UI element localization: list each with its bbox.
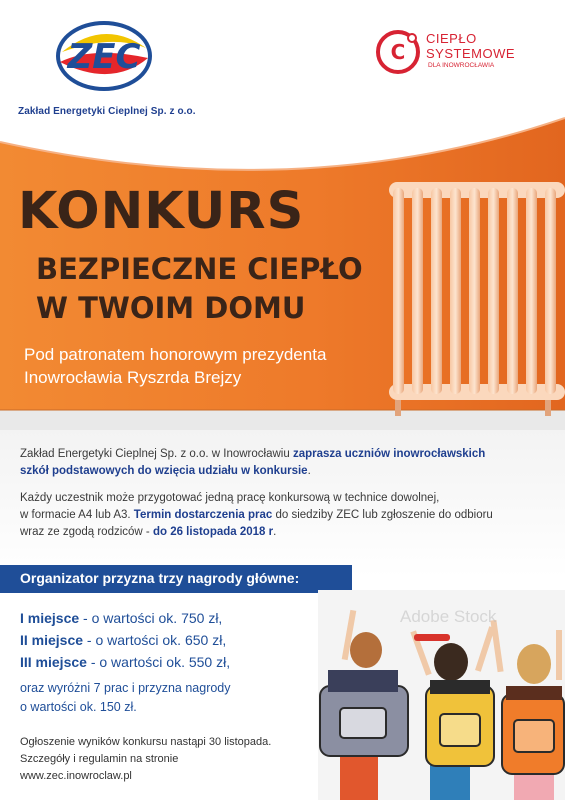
cieplo-systemowe-logo-icon (374, 28, 422, 76)
zec-logo (52, 18, 156, 96)
details-text: Szczegóły i regulamin na stronie (20, 753, 179, 765)
company-name: Zakład Energetyki Cieplnej Sp. z o.o. (18, 106, 196, 117)
patronage-line1: Pod patronatem honorowym prezydenta (24, 345, 327, 364)
patronage-line2: Inowrocławia Ryszrda Brejzy (24, 368, 242, 387)
cieplo-logo-line3: DLA INOWROCŁAWIA (428, 62, 495, 69)
intro-line1-plain: Zakład Energetyki Cieplnej Sp. z o.o. w Inowrocławiu (20, 448, 293, 460)
zec-logo-text: ZEC (67, 37, 141, 77)
website-link[interactable]: www.zec.inowroclaw.pl (20, 770, 132, 782)
rules-line3-tail: . (273, 526, 277, 538)
rules-line2 (20, 507, 493, 524)
prize-value: - o wartości ok. 550 zł, (86, 654, 231, 670)
contest-title: KONKURS (18, 182, 305, 241)
rules-line2-bold: Termin dostarczenia prac (133, 509, 273, 521)
stock-watermark: Adobe Stock (400, 607, 497, 626)
rules-line3-plain: wraz ze zgodą rodziców - (20, 526, 153, 538)
prize-rank: I miejsce (20, 610, 80, 626)
intro-line2-plain: . (307, 465, 311, 477)
rules-line1: Każdy uczestnik może przygotować jedną pracę konkursową w technice dowolnej, (20, 492, 440, 504)
prize-rank: III miejsce (20, 654, 87, 670)
prize-extra-line2: o wartości ok. 150 zł. (20, 700, 137, 714)
rules-line2-tail: do siedziby ZEC lub zgłoszenie do odbioru (272, 509, 493, 521)
prizes-banner-text: Organizator przyzna trzy nagrody główne: (20, 570, 300, 586)
radiator-illustration (385, 178, 565, 418)
rules-line3-bold: do 26 listopada 2018 r (152, 526, 274, 538)
prize-value: - o wartości ok. 750 zł, (79, 610, 223, 626)
prize-extra-line1: oraz wyróżni 7 prac i przyzna nagrody (20, 681, 231, 695)
intro-line1-bold: zaprasza uczniów inowrocławskich (292, 448, 486, 460)
intro-line2-bold: szkół podstawowych do wzięcia udziału w konkursie (20, 465, 308, 477)
results-announcement: Ogłoszenie wyników konkursu nastąpi 30 listopada. (20, 736, 272, 748)
cieplo-logo-line1: CIEPŁO (426, 31, 477, 46)
rules-line2-plain: w formacie A4 lub A3. (20, 509, 134, 521)
prize-value: - o wartości ok. 650 zł, (83, 632, 227, 648)
prize-item-2 (20, 632, 226, 648)
rules-line3 (20, 524, 276, 541)
intro-line1 (20, 446, 485, 463)
intro-line2 (20, 463, 311, 480)
contest-subtitle-line2: W TWOIM DOMU (36, 291, 306, 325)
prize-item-3 (20, 654, 230, 670)
prize-item-1 (20, 610, 222, 626)
svg-text:C: C (390, 40, 406, 64)
contest-subtitle-line1: BEZPIECZNE CIEPŁO (36, 252, 363, 286)
prize-rank: II miejsce (20, 632, 84, 648)
cieplo-logo-line2: SYSTEMOWE (426, 46, 516, 61)
